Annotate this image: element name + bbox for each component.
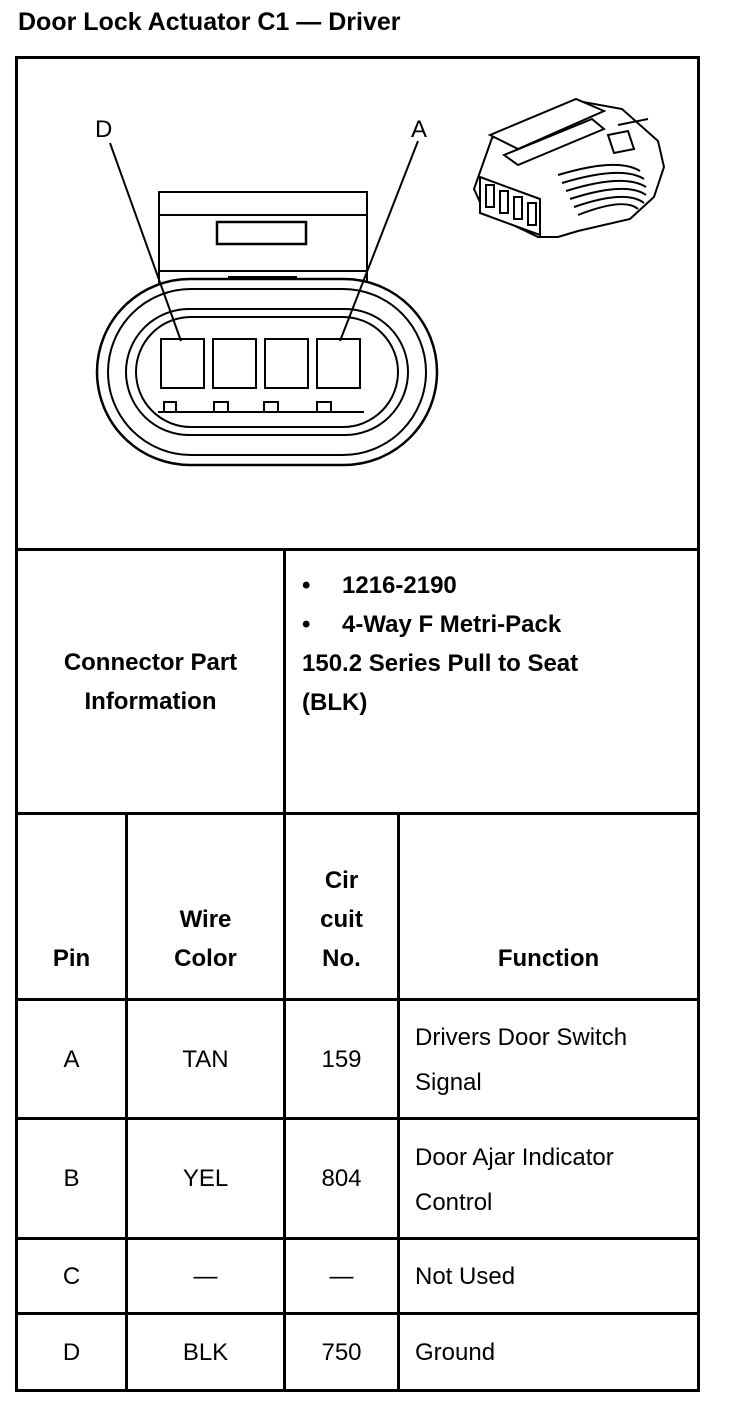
page-title: Door Lock Actuator C1 — Driver	[18, 8, 401, 36]
pin-cell: B	[63, 1165, 80, 1192]
circuit-cell: 750	[321, 1338, 362, 1366]
pin-cell: D	[62, 1338, 81, 1366]
pin-cell: A	[63, 1045, 80, 1073]
circuit-cell: —	[329, 1262, 354, 1290]
part-info-values	[302, 566, 692, 722]
function-cell: Door Ajar Indicator Control	[415, 1144, 614, 1216]
part-description-continuation: (BLK)	[302, 689, 368, 716]
function-cell: Not Used	[415, 1262, 516, 1290]
circuit-cell: 804	[321, 1165, 362, 1192]
part-info-label	[18, 551, 283, 812]
wire-color-cell: TAN	[182, 1045, 229, 1073]
wire-color-cell: BLK	[182, 1338, 229, 1366]
header-wire-color: Wire Color	[174, 906, 237, 972]
part-info-label-line: Connector Part	[63, 648, 238, 676]
pin-a-callout: A	[411, 116, 428, 143]
part-number	[302, 566, 692, 605]
bullet-icon: •	[302, 611, 311, 638]
part-description	[302, 605, 692, 644]
function-cell: Drivers Door Switch Signal	[415, 1024, 628, 1096]
part-description-value: 4-Way F Metri-Pack	[342, 611, 562, 638]
part-description-continuation: 150.2 Series Pull to Seat	[302, 650, 579, 677]
header-circuit-number: Cir cuit No.	[320, 867, 363, 972]
pin-d-callout: D	[95, 116, 113, 143]
wire-color-cell: YEL	[182, 1165, 229, 1192]
part-number-value: 1216-2190	[342, 572, 457, 599]
function-cell: Ground	[415, 1338, 496, 1366]
header-pin: Pin	[52, 945, 91, 972]
connector-face-view-icon	[97, 141, 437, 465]
wire-color-cell: —	[193, 1262, 218, 1290]
connector-diagram	[18, 59, 698, 547]
circuit-cell: 159	[321, 1045, 362, 1073]
part-info-label-line: Information	[84, 687, 217, 715]
pin-cell: C	[62, 1262, 81, 1290]
bullet-icon: •	[302, 572, 311, 599]
header-function: Function	[497, 945, 600, 972]
connector-3d-view-icon	[474, 99, 664, 237]
